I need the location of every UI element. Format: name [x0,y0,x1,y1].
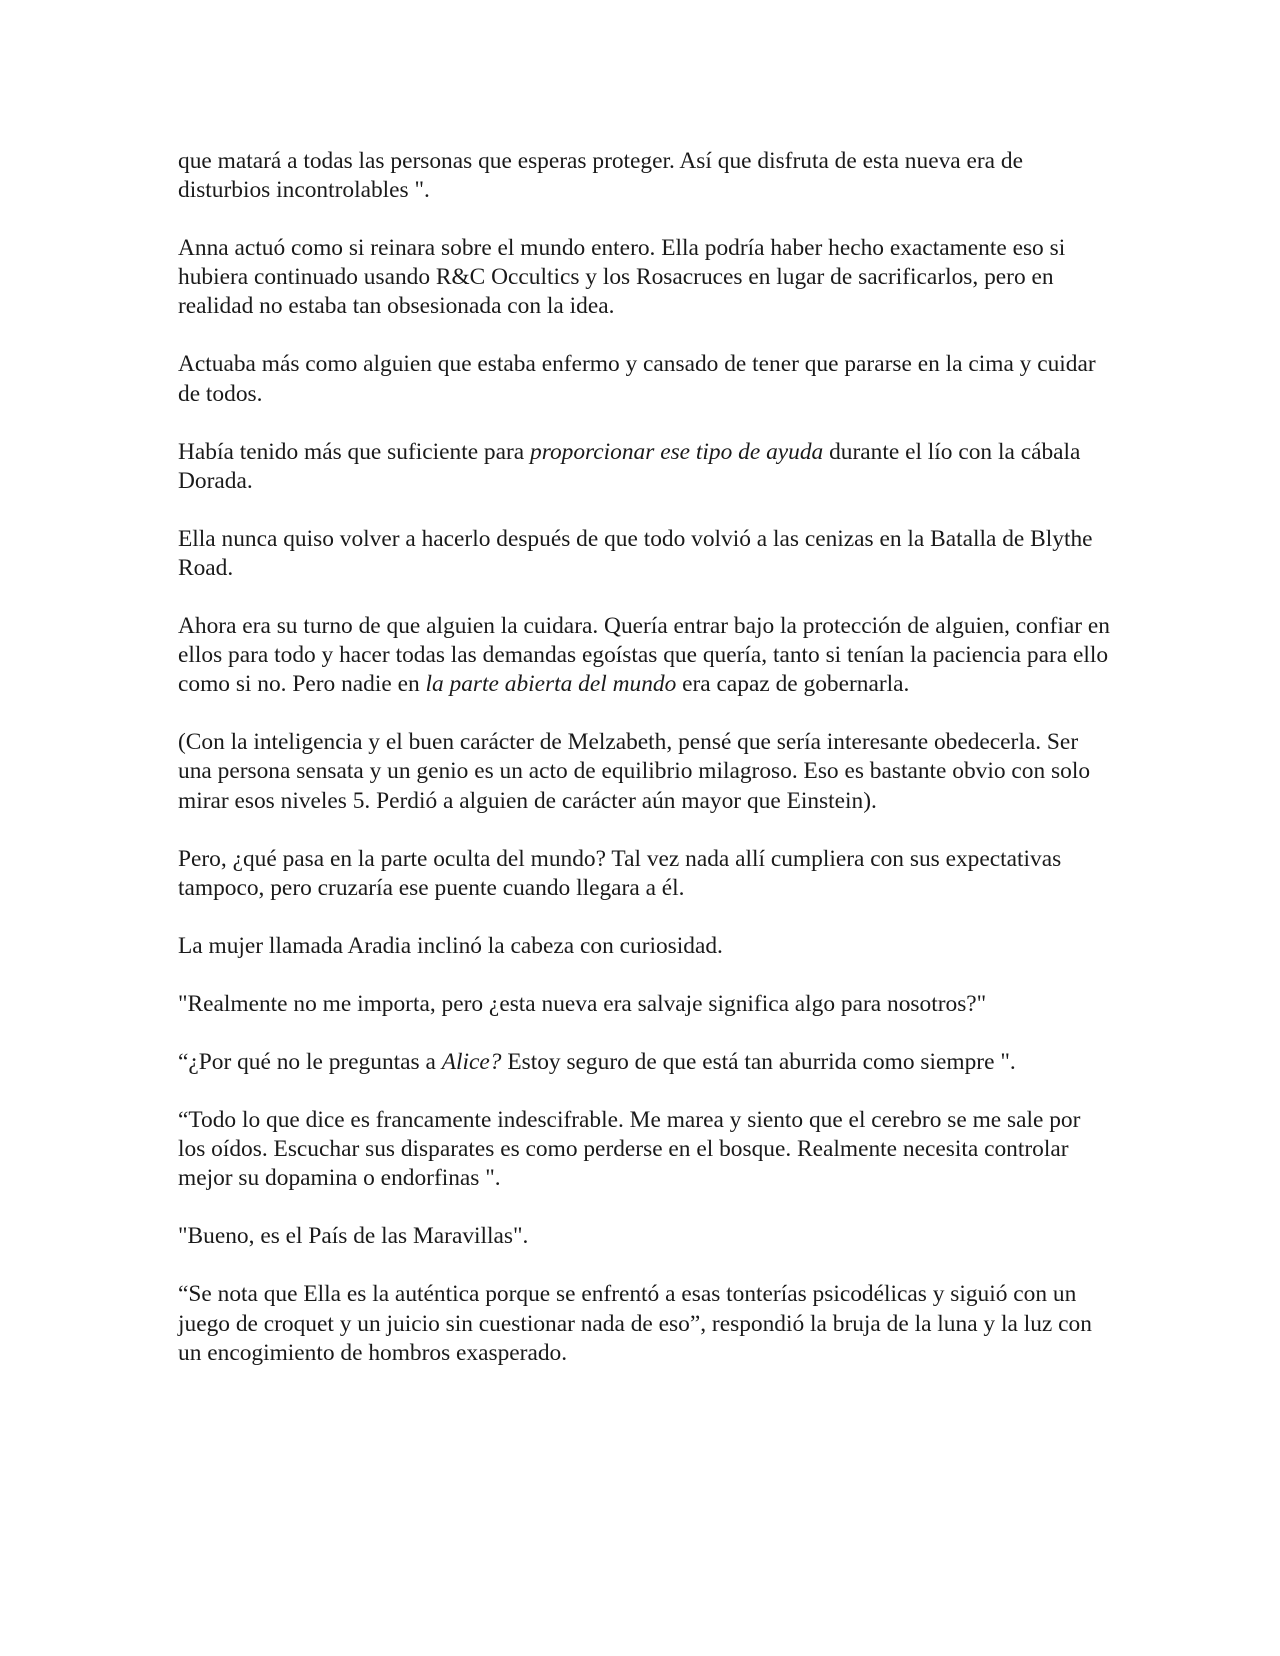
text-segment: “Se nota que Ella es la auténtica porque se enfrentó a esas tonterías psicodélicas y siguió con un juego de croquet y un juicio sin cuestionar nada de eso”, respondió la bruja de la luna y la luz con un encogimiento de hombros exasperado. [178,1281,1092,1366]
paragraph [178,147,1112,205]
text-segment: Ahora era su turno de que alguien la cuidara. Quería entrar bajo la protección de alguien, confiar en ellos para todo y hacer todas las demandas egoístas que quería, tanto si tenían la paciencia para ello como si no. Pero nadie en [178,613,1110,698]
text-segment: Actuaba más como alguien que estaba enfermo y cansado de tener que pararse en la cima y cuidar de todos. [178,351,1096,407]
paragraph [178,1222,1112,1251]
paragraph [178,1106,1112,1193]
text-segment: Había tenido más que suficiente para [178,438,531,465]
document-body [178,147,1112,1397]
text-segment: Anna actuó como si reinara sobre el mundo entero. Ella podría haber hecho exactamente eso si hubiera continuado usando R&C Occultics y los Rosacruces en lugar de sacrificarlos, pero en realidad no estaba tan obsesionada con la idea. [178,235,1066,320]
text-segment: durante el lío con la cábala Dorada. [178,438,1081,494]
paragraph [178,525,1112,583]
paragraph [178,612,1112,699]
text-segment: "Bueno, es el País de las Maravillas". [178,1223,529,1250]
paragraph [178,1048,1112,1077]
paragraph [178,845,1112,903]
paragraph [178,728,1112,815]
text-segment: La mujer llamada Aradia inclinó la cabeza con curiosidad. [178,932,723,959]
italic-text-segment: proporcionar ese tipo de ayuda [530,438,824,465]
text-segment: "Realmente no me importa, pero ¿esta nueva era salvaje significa algo para nosotros?" [178,990,987,1017]
paragraph [178,990,1112,1019]
text-segment: que matará a todas las personas que esperas proteger. Así que disfruta de esta nueva era de disturbios incontrolables ". [178,148,1023,204]
text-segment: Pero, ¿qué pasa en la parte oculta del mundo? Tal vez nada allí cumpliera con sus expectativas tampoco, pero cruzaría ese puente cuando llegara a él. [178,845,1062,901]
text-segment: Estoy seguro de que está tan aburrida como siempre ". [501,1048,1016,1075]
text-segment: (Con la inteligencia y el buen carácter de Melzabeth, pensé que sería interesante obedecerla. Ser una persona sensata y un genio es un acto de equilibrio milagroso. Eso es bastante obvio con solo mirar esos niveles 5. Perdió a alguien de carácter aún mayor que Einstein). [178,729,1091,814]
paragraph [178,438,1112,496]
text-segment: era capaz de gobernarla. [676,671,910,698]
paragraph [178,350,1112,408]
italic-text-segment: la parte abierta del mundo [425,671,677,698]
paragraph [178,1280,1112,1367]
italic-text-segment: Alice? [441,1048,502,1075]
paragraph [178,234,1112,321]
text-segment: “Todo lo que dice es francamente indescifrable. Me marea y siento que el cerebro se me sale por los oídos. Escuchar sus disparates es como perderse en el bosque. Realmente necesita controlar mejor su dopamina o endorfinas ". [178,1107,1081,1192]
paragraph [178,932,1112,961]
text-segment: Ella nunca quiso volver a hacerlo después de que todo volvió a las cenizas en la Batalla de Blythe Road. [178,525,1093,581]
text-segment: “¿Por qué no le preguntas a [178,1048,442,1075]
